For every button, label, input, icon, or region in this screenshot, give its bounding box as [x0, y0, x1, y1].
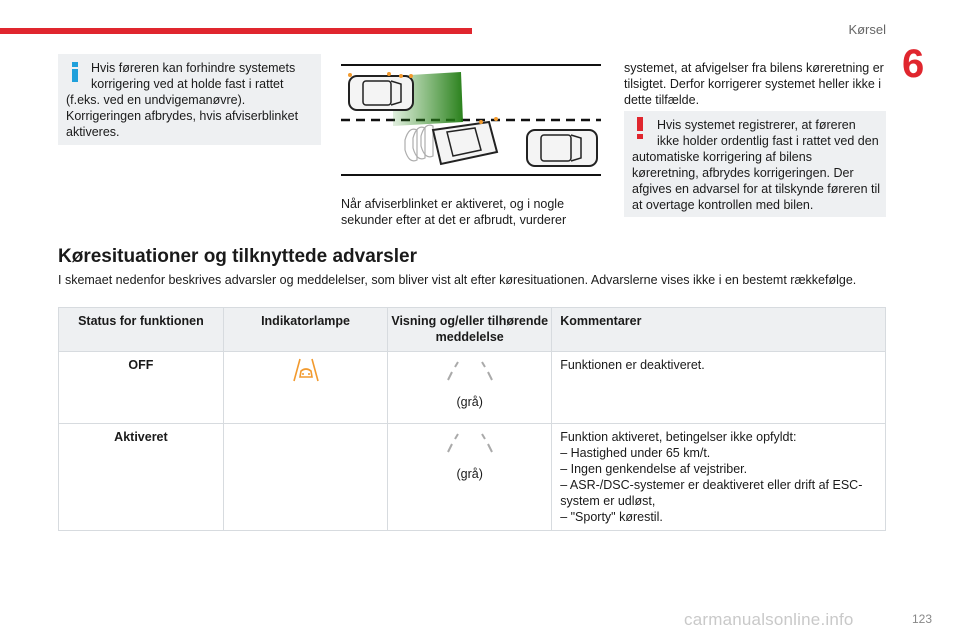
section-intro: I skemaet nedenfor beskrives advarsler og meddelelser, som bliver vist alt efter køresituationen. Advarslerne vises ikke i en bestemt rækkefølge. [58, 273, 857, 287]
comment-line: – ASR-/DSC-systemer er deaktiveret eller drift af ESC-system er udløst, [560, 478, 863, 508]
warning-box-text-2: automatiske korrigering af bilens køreretning, afbrydes korrigeringen. Der afgives en advarsel for at tilskynde føreren til at overtage kontrollen med bilen. [632, 150, 881, 212]
comment-line: – "Sporty" kørestil. [560, 510, 663, 524]
display-label: (grå) [456, 395, 483, 409]
header-display: Visning og/eller tilhørende meddelelse [388, 308, 552, 352]
cell-lamp [223, 352, 387, 424]
cell-comment: Funktionen er deaktiveret. [552, 352, 886, 424]
warning-icon [637, 117, 643, 139]
chapter-number: 6 [902, 42, 925, 86]
cell-lamp [223, 424, 387, 531]
lane-lines-icon [442, 432, 498, 458]
warning-box-text-1: Hvis systemet registrerer, at føreren ikke holder ordentlig fast i rattet ved den [657, 118, 879, 148]
table-row [59, 424, 886, 531]
cell-display [388, 424, 552, 531]
warning-box [624, 111, 886, 217]
right-text: systemet, at afvigelser fra bilens køreretning er tilsigtet. Derfor korrigerer systemet heller ikke i dette tilfælde. [624, 61, 884, 107]
lane-keep-illustration [341, 64, 601, 176]
display-label: (grå) [456, 467, 483, 481]
info-icon [72, 62, 78, 82]
cell-status: Aktiveret [59, 424, 224, 531]
cell-display [388, 352, 552, 424]
page-number: 123 [911, 612, 932, 626]
comment-line: Funktion aktiveret, betingelser ikke opfyldt: [560, 430, 797, 444]
section-title: Kørsel [848, 22, 886, 37]
header-accent-bar [0, 28, 472, 34]
car-icon [433, 122, 497, 164]
section-heading: Køresituationer og tilknyttede advarsler [58, 246, 417, 267]
car-icon [527, 130, 597, 166]
table-header-row [59, 308, 886, 352]
comment-line: – Ingen genkendelse af vejstriber. [560, 462, 748, 476]
table-row [59, 352, 886, 424]
header-lamp: Indikatorlampe [223, 308, 387, 352]
cell-comment [552, 424, 886, 531]
car-icon [349, 76, 413, 110]
info-box-text-2: (f.eks. ved en undvigemanøvre). Korrigeringen afbrydes, hvis afviserblinket aktiveres. [66, 93, 299, 139]
warnings-table [58, 307, 886, 531]
lane-departure-warning-icon [291, 357, 321, 383]
lane-lines-icon [442, 360, 498, 386]
middle-text: Når afviserblinket er aktiveret, og i nogle sekunder efter at det er afbrudt, vurderer [341, 197, 567, 227]
watermark: carmanualsonline.info [684, 610, 854, 629]
header-comment: Kommentarer [552, 308, 886, 352]
header-status: Status for funktionen [59, 308, 224, 352]
cell-status: OFF [59, 352, 224, 424]
info-box [58, 54, 321, 145]
comment-line: – Hastighed under 65 km/t. [560, 446, 711, 460]
info-box-text-1: Hvis føreren kan forhindre systemets korrigering ved at holde fast i rattet [91, 61, 296, 91]
